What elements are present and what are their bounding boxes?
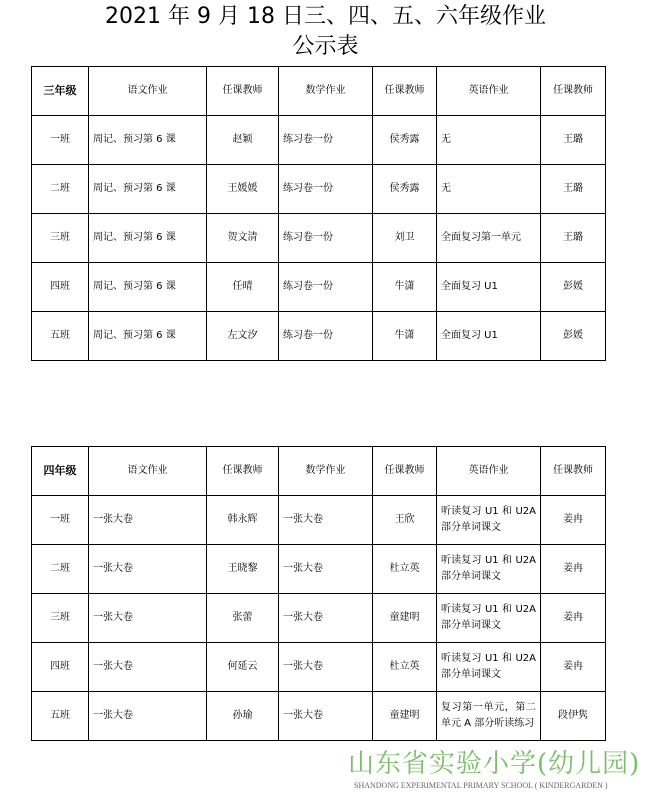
english-teacher: 王璐 (541, 116, 606, 165)
class-name: 一班 (32, 116, 89, 165)
header-math-teacher: 任课教师 (373, 447, 437, 496)
english-teacher: 王璐 (541, 214, 606, 263)
table-header-row (32, 67, 606, 116)
chinese-homework: 周记、预习第 6 课 (89, 116, 207, 165)
math-teacher: 杜立英 (373, 545, 437, 594)
table-row (32, 165, 606, 214)
table-row (32, 214, 606, 263)
chinese-teacher: 左文汐 (207, 312, 279, 361)
chinese-teacher: 孙瑜 (207, 692, 279, 741)
header-english: 英语作业 (437, 447, 541, 496)
english-teacher: 姜冉 (541, 594, 606, 643)
english-homework: 听读复习 U1 和 U2A 部分单词课文 (437, 545, 541, 594)
english-homework: 全面复习 U1 (437, 263, 541, 312)
grade4-homework-table (31, 446, 606, 741)
chinese-homework: 一张大卷 (89, 496, 207, 545)
chinese-homework: 周记、预习第 6 课 (89, 263, 207, 312)
table-row (32, 643, 606, 692)
chinese-homework: 周记、预习第 6 课 (89, 214, 207, 263)
header-math: 数学作业 (279, 67, 373, 116)
math-teacher: 刘卫 (373, 214, 437, 263)
chinese-teacher: 王晓黎 (207, 545, 279, 594)
math-teacher: 侯秀露 (373, 116, 437, 165)
math-teacher: 童建明 (373, 692, 437, 741)
math-homework: 练习卷一份 (279, 165, 373, 214)
document-title (0, 2, 651, 62)
header-english: 英语作业 (437, 67, 541, 116)
english-homework: 无 (437, 116, 541, 165)
english-teacher: 彭媛 (541, 312, 606, 361)
english-homework: 全面复习 U1 (437, 312, 541, 361)
chinese-homework: 周记、预习第 6 课 (89, 312, 207, 361)
class-name: 三班 (32, 594, 89, 643)
math-teacher: 牛潇 (373, 263, 437, 312)
chinese-teacher: 何延云 (207, 643, 279, 692)
class-name: 四班 (32, 643, 89, 692)
school-logo-english: SHANDONG EXPERIMENTAL PRIMARY SCHOOL ( KINDERGARDEN ) (354, 781, 608, 790)
english-homework: 全面复习第一单元 (437, 214, 541, 263)
school-logo-chinese: 山东省实验小学(幼儿园) (348, 749, 641, 779)
header-chinese-teacher: 任课教师 (207, 447, 279, 496)
english-teacher: 王璐 (541, 165, 606, 214)
math-homework: 练习卷一份 (279, 263, 373, 312)
english-homework: 听读复习 U1 和 U2A 部分单词课文 (437, 496, 541, 545)
english-teacher: 段伊隽 (541, 692, 606, 741)
header-math: 数学作业 (279, 447, 373, 496)
table-row (32, 116, 606, 165)
english-homework: 复习第一单元，第二单元 A 部分听读练习 (437, 692, 541, 741)
math-homework: 一张大卷 (279, 594, 373, 643)
chinese-teacher: 王媛媛 (207, 165, 279, 214)
chinese-homework: 一张大卷 (89, 643, 207, 692)
english-teacher: 彭媛 (541, 263, 606, 312)
chinese-homework: 周记、预习第 6 课 (89, 165, 207, 214)
english-homework: 听读复习 U1 和 U2A 部分单词课文 (437, 643, 541, 692)
math-teacher: 侯秀露 (373, 165, 437, 214)
title-line-1: 2021 年 9 月 18 日三、四、五、六年级作业 (105, 4, 546, 29)
math-homework: 一张大卷 (279, 496, 373, 545)
chinese-teacher: 韩永辉 (207, 496, 279, 545)
math-teacher: 牛潇 (373, 312, 437, 361)
header-chinese: 语文作业 (89, 67, 207, 116)
school-logo (348, 748, 648, 796)
class-name: 五班 (32, 312, 89, 361)
english-homework: 无 (437, 165, 541, 214)
grade-label: 三年级 (32, 67, 89, 116)
chinese-teacher: 任晴 (207, 263, 279, 312)
math-teacher: 王欣 (373, 496, 437, 545)
math-homework: 练习卷一份 (279, 116, 373, 165)
english-homework: 听读复习 U1 和 U2A 部分单词课文 (437, 594, 541, 643)
math-teacher: 杜立英 (373, 643, 437, 692)
header-chinese-teacher: 任课教师 (207, 67, 279, 116)
table-row (32, 496, 606, 545)
header-english-teacher: 任课教师 (541, 67, 606, 116)
grade3-homework-table (31, 66, 606, 361)
chinese-teacher: 贺文清 (207, 214, 279, 263)
chinese-teacher: 赵颖 (207, 116, 279, 165)
table-header-row (32, 447, 606, 496)
table-row (32, 263, 606, 312)
chinese-homework: 一张大卷 (89, 594, 207, 643)
chinese-homework: 一张大卷 (89, 545, 207, 594)
grade-label: 四年级 (32, 447, 89, 496)
math-homework: 练习卷一份 (279, 312, 373, 361)
class-name: 二班 (32, 165, 89, 214)
math-homework: 一张大卷 (279, 545, 373, 594)
table-row (32, 692, 606, 741)
chinese-teacher: 张蕾 (207, 594, 279, 643)
class-name: 二班 (32, 545, 89, 594)
chinese-homework: 一张大卷 (89, 692, 207, 741)
table-row (32, 312, 606, 361)
english-teacher: 姜冉 (541, 643, 606, 692)
class-name: 三班 (32, 214, 89, 263)
english-teacher: 姜冉 (541, 496, 606, 545)
math-homework: 一张大卷 (279, 692, 373, 741)
class-name: 一班 (32, 496, 89, 545)
header-english-teacher: 任课教师 (541, 447, 606, 496)
english-teacher: 姜冉 (541, 545, 606, 594)
header-math-teacher: 任课教师 (373, 67, 437, 116)
class-name: 五班 (32, 692, 89, 741)
title-line-2: 公示表 (292, 34, 359, 59)
table-row (32, 594, 606, 643)
table-row (32, 545, 606, 594)
math-homework: 练习卷一份 (279, 214, 373, 263)
header-chinese: 语文作业 (89, 447, 207, 496)
class-name: 四班 (32, 263, 89, 312)
math-homework: 一张大卷 (279, 643, 373, 692)
math-teacher: 童建明 (373, 594, 437, 643)
